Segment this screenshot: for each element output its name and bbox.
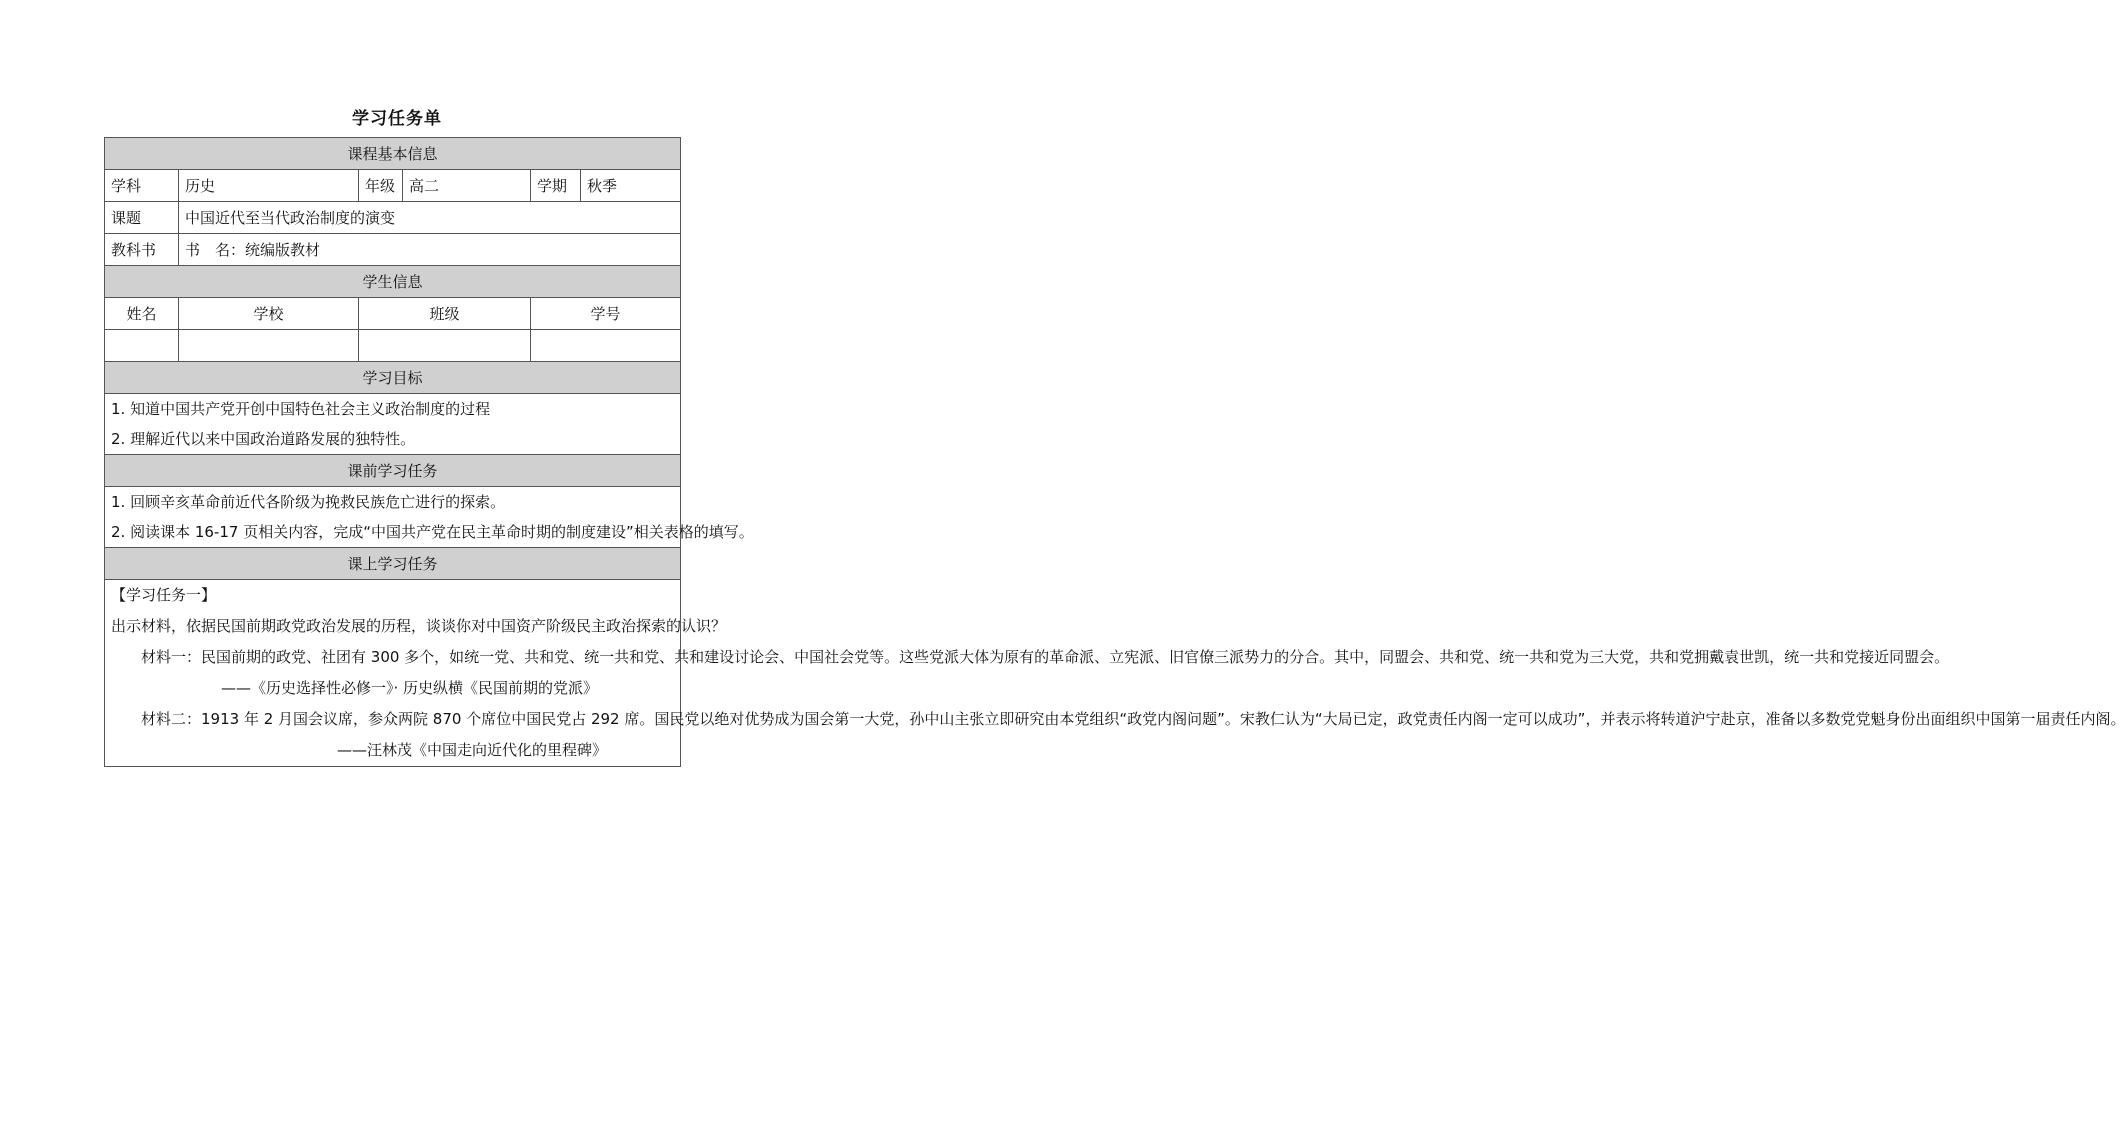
goal-item: 2. 理解近代以来中国政治道路发展的独特性。 [111, 430, 416, 448]
textbook-value: 书 名：统编版教材 [179, 234, 681, 266]
subject-label: 学科 [105, 170, 179, 202]
textbook-label: 教科书 [105, 234, 179, 266]
section-header-pre [105, 455, 681, 487]
pre-cell [105, 487, 754, 548]
inclass-header: 课上学习任务 [105, 548, 681, 580]
student-name-cell[interactable] [105, 330, 179, 362]
goals-row [105, 394, 681, 455]
student-class-cell[interactable] [359, 330, 531, 362]
material-one: 材料一：民国前期的政党、社团有 300 多个，如统一党、共和党、统一共和党、共和建设讨论会、中国社会党等。这些党派大体为原有的革命派、立宪派、旧官僚三派势力的分合。其中，同盟会、共和党、统一共和党为三大党，共和党拥戴袁世凯，统一共和党接近同盟会。 [141, 648, 1950, 666]
student-school-cell[interactable] [179, 330, 359, 362]
basic-row-subject [105, 170, 681, 202]
inclass-row [105, 580, 681, 767]
student-columns-row [105, 298, 681, 330]
goals-header: 学习目标 [105, 362, 681, 394]
topic-label: 课题 [105, 202, 179, 234]
topic-value: 中国近代至当代政治制度的演变 [179, 202, 681, 234]
student-col-school: 学校 [179, 298, 359, 330]
inclass-cell [105, 580, 2125, 767]
material-two: 材料二：1913 年 2 月国会议席，参众两院 870 个席位中国民党占 292 席。国民党以绝对优势成为国会第一大党，孙中山主张立即研究由本党组织“政党内阁问题”。宋教仁认为“大局已定，政党责任内阁一定可以成功”，并表示将转道沪宁赴京，准备以多数党党魁身份出面组织中国第一届责任内阁。 [141, 710, 2125, 728]
basic-row-textbook [105, 234, 681, 266]
basic-row-topic [105, 202, 681, 234]
pre-row [105, 487, 681, 548]
student-col-class: 班级 [359, 298, 531, 330]
pre-header: 课前学习任务 [105, 455, 681, 487]
student-values-row [105, 330, 681, 362]
goal-item: 1. 知道中国共产党开创中国特色社会主义政治制度的过程 [111, 400, 491, 418]
goals-cell [105, 394, 681, 455]
grade-label: 年级 [359, 170, 403, 202]
pre-item: 1. 回顾辛亥革命前近代各阶级为挽救民族危亡进行的探索。 [111, 493, 506, 511]
task-sheet-table [104, 137, 2125, 767]
student-id-cell[interactable] [531, 330, 681, 362]
material-two-source: ——汪林茂《中国走向近代化的里程碑》 [337, 741, 608, 759]
material-one-source: ——《历史选择性必修一》· 历史纵横《民国前期的党派》 [221, 679, 599, 697]
section-header-student [105, 266, 681, 298]
section-header-basic [105, 138, 681, 170]
task-prompt: 出示材料，依据民国前期政党政治发展的历程，谈谈你对中国资产阶级民主政治探索的认识？ [111, 617, 727, 635]
student-col-name: 姓名 [105, 298, 179, 330]
student-header: 学生信息 [105, 266, 681, 298]
student-col-id: 学号 [531, 298, 681, 330]
grade-value: 高二 [403, 170, 531, 202]
page-title: 学习任务单 [352, 109, 442, 129]
term-label: 学期 [531, 170, 581, 202]
section-header-goals [105, 362, 681, 394]
basic-header: 课程基本信息 [105, 138, 681, 170]
section-header-inclass [105, 548, 681, 580]
subject-value: 历史 [179, 170, 359, 202]
pre-item: 2. 阅读课本 16-17 页相关内容，完成“中国共产党在民主革命时期的制度建设”相关表格的填写。 [111, 523, 754, 541]
term-value: 秋季 [581, 170, 681, 202]
task-title: 【学习任务一】 [111, 586, 217, 604]
